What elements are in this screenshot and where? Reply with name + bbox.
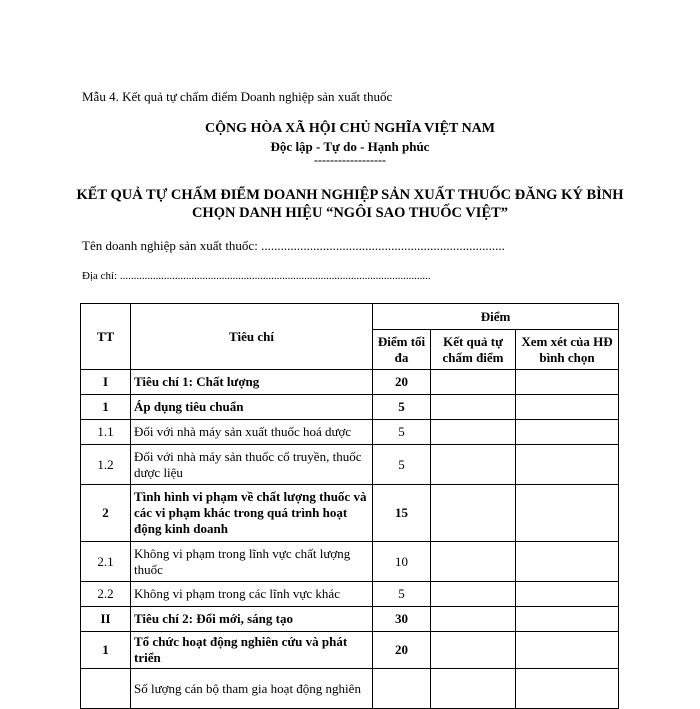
row-tt: 2.1 <box>81 542 131 582</box>
table-row <box>81 582 619 607</box>
table-row <box>81 669 619 709</box>
row-max-score: 5 <box>373 420 431 445</box>
table-row <box>81 370 619 395</box>
row-self-score-cell[interactable] <box>431 445 516 485</box>
row-council-review-cell[interactable] <box>516 632 619 669</box>
header-council-review: Xem xét của HĐ bình chọn <box>516 330 619 370</box>
row-self-score-cell[interactable] <box>431 607 516 632</box>
document-title: KẾT QUẢ TỰ CHẤM ĐIỂM DOANH NGHIỆP SẢN XUẤT THUỐC ĐĂNG KÝ BÌNH CHỌN DANH HIỆU “NGÔI SAO THUỐC VIỆT” <box>76 187 624 221</box>
row-criteria: Tổ chức hoạt động nghiên cứu và phát triển <box>131 632 373 669</box>
header-max-score: Điểm tối đa <box>373 330 431 370</box>
row-tt: II <box>81 607 131 632</box>
header-self-score: Kết quả tự chấm điểm <box>431 330 516 370</box>
motto: Độc lập - Tự do - Hạnh phúc <box>270 139 430 154</box>
row-council-review-cell[interactable] <box>516 445 619 485</box>
row-max-score: 20 <box>373 632 431 669</box>
row-council-review-cell[interactable] <box>516 370 619 395</box>
row-criteria: Tiêu chí 2: Đổi mới, sáng tạo <box>131 607 373 632</box>
table-row <box>81 445 619 485</box>
header-score-group: Điểm <box>373 304 619 330</box>
header-tt: TT <box>81 304 131 370</box>
row-self-score-cell[interactable] <box>431 370 516 395</box>
row-criteria: Áp dụng tiêu chuẩn <box>131 395 373 420</box>
score-table <box>80 303 619 709</box>
table-row <box>81 607 619 632</box>
table-row <box>81 395 619 420</box>
row-self-score-cell[interactable] <box>431 420 516 445</box>
row-max-score: 5 <box>373 395 431 420</box>
motto-rule: ------------------ <box>314 153 386 167</box>
table-body <box>81 370 619 709</box>
row-max-score: 5 <box>373 582 431 607</box>
row-council-review-cell[interactable] <box>516 582 619 607</box>
row-max-score: 10 <box>373 542 431 582</box>
table-row <box>81 485 619 542</box>
row-council-review-cell[interactable] <box>516 542 619 582</box>
row-criteria: Không vi phạm trong các lĩnh vực khác <box>131 582 373 607</box>
table-row <box>81 632 619 669</box>
row-criteria: Tình hình vi phạm về chất lượng thuốc và các vi phạm khác trong quá trình hoạt động kinh doanh <box>131 485 373 542</box>
row-max-score: 5 <box>373 445 431 485</box>
row-tt: 1 <box>81 395 131 420</box>
row-council-review-cell[interactable] <box>516 669 619 709</box>
row-criteria: Không vi phạm trong lĩnh vực chất lượng thuốc <box>131 542 373 582</box>
row-self-score-cell[interactable] <box>431 632 516 669</box>
row-tt: I <box>81 370 131 395</box>
row-council-review-cell[interactable] <box>516 607 619 632</box>
header-criteria: Tiêu chí <box>131 304 373 370</box>
row-tt: 1.2 <box>81 445 131 485</box>
row-self-score-cell[interactable] <box>431 395 516 420</box>
row-criteria: Số lượng cán bộ tham gia hoạt động nghiên <box>131 669 373 709</box>
row-tt <box>81 669 131 709</box>
row-tt: 1 <box>81 632 131 669</box>
row-tt: 2 <box>81 485 131 542</box>
row-tt: 2.2 <box>81 582 131 607</box>
row-max-score: 20 <box>373 370 431 395</box>
address-field: Địa chỉ: ................................................................................................................. <box>82 270 431 282</box>
row-council-review-cell[interactable] <box>516 485 619 542</box>
row-criteria: Đối với nhà máy sản thuốc cổ truyền, thuốc dược liệu <box>131 445 373 485</box>
row-self-score-cell[interactable] <box>431 485 516 542</box>
row-max-score <box>373 669 431 709</box>
row-self-score-cell[interactable] <box>431 669 516 709</box>
row-tt: 1.1 <box>81 420 131 445</box>
row-criteria: Tiêu chí 1: Chất lượng <box>131 370 373 395</box>
table-row <box>81 420 619 445</box>
row-council-review-cell[interactable] <box>516 420 619 445</box>
form-label: Mẫu 4. Kết quả tự chấm điểm Doanh nghiệp sản xuất thuốc <box>82 89 393 104</box>
row-max-score: 30 <box>373 607 431 632</box>
row-max-score: 15 <box>373 485 431 542</box>
company-name-field: Tên doanh nghiệp sản xuất thuốc: ........................................................................... <box>82 238 505 253</box>
table-row <box>81 542 619 582</box>
national-title: CỘNG HÒA XÃ HỘI CHỦ NGHĨA VIỆT NAM <box>204 121 495 136</box>
row-self-score-cell[interactable] <box>431 542 516 582</box>
row-council-review-cell[interactable] <box>516 395 619 420</box>
row-criteria: Đối với nhà máy sản xuất thuốc hoá dược <box>131 420 373 445</box>
row-self-score-cell[interactable] <box>431 582 516 607</box>
